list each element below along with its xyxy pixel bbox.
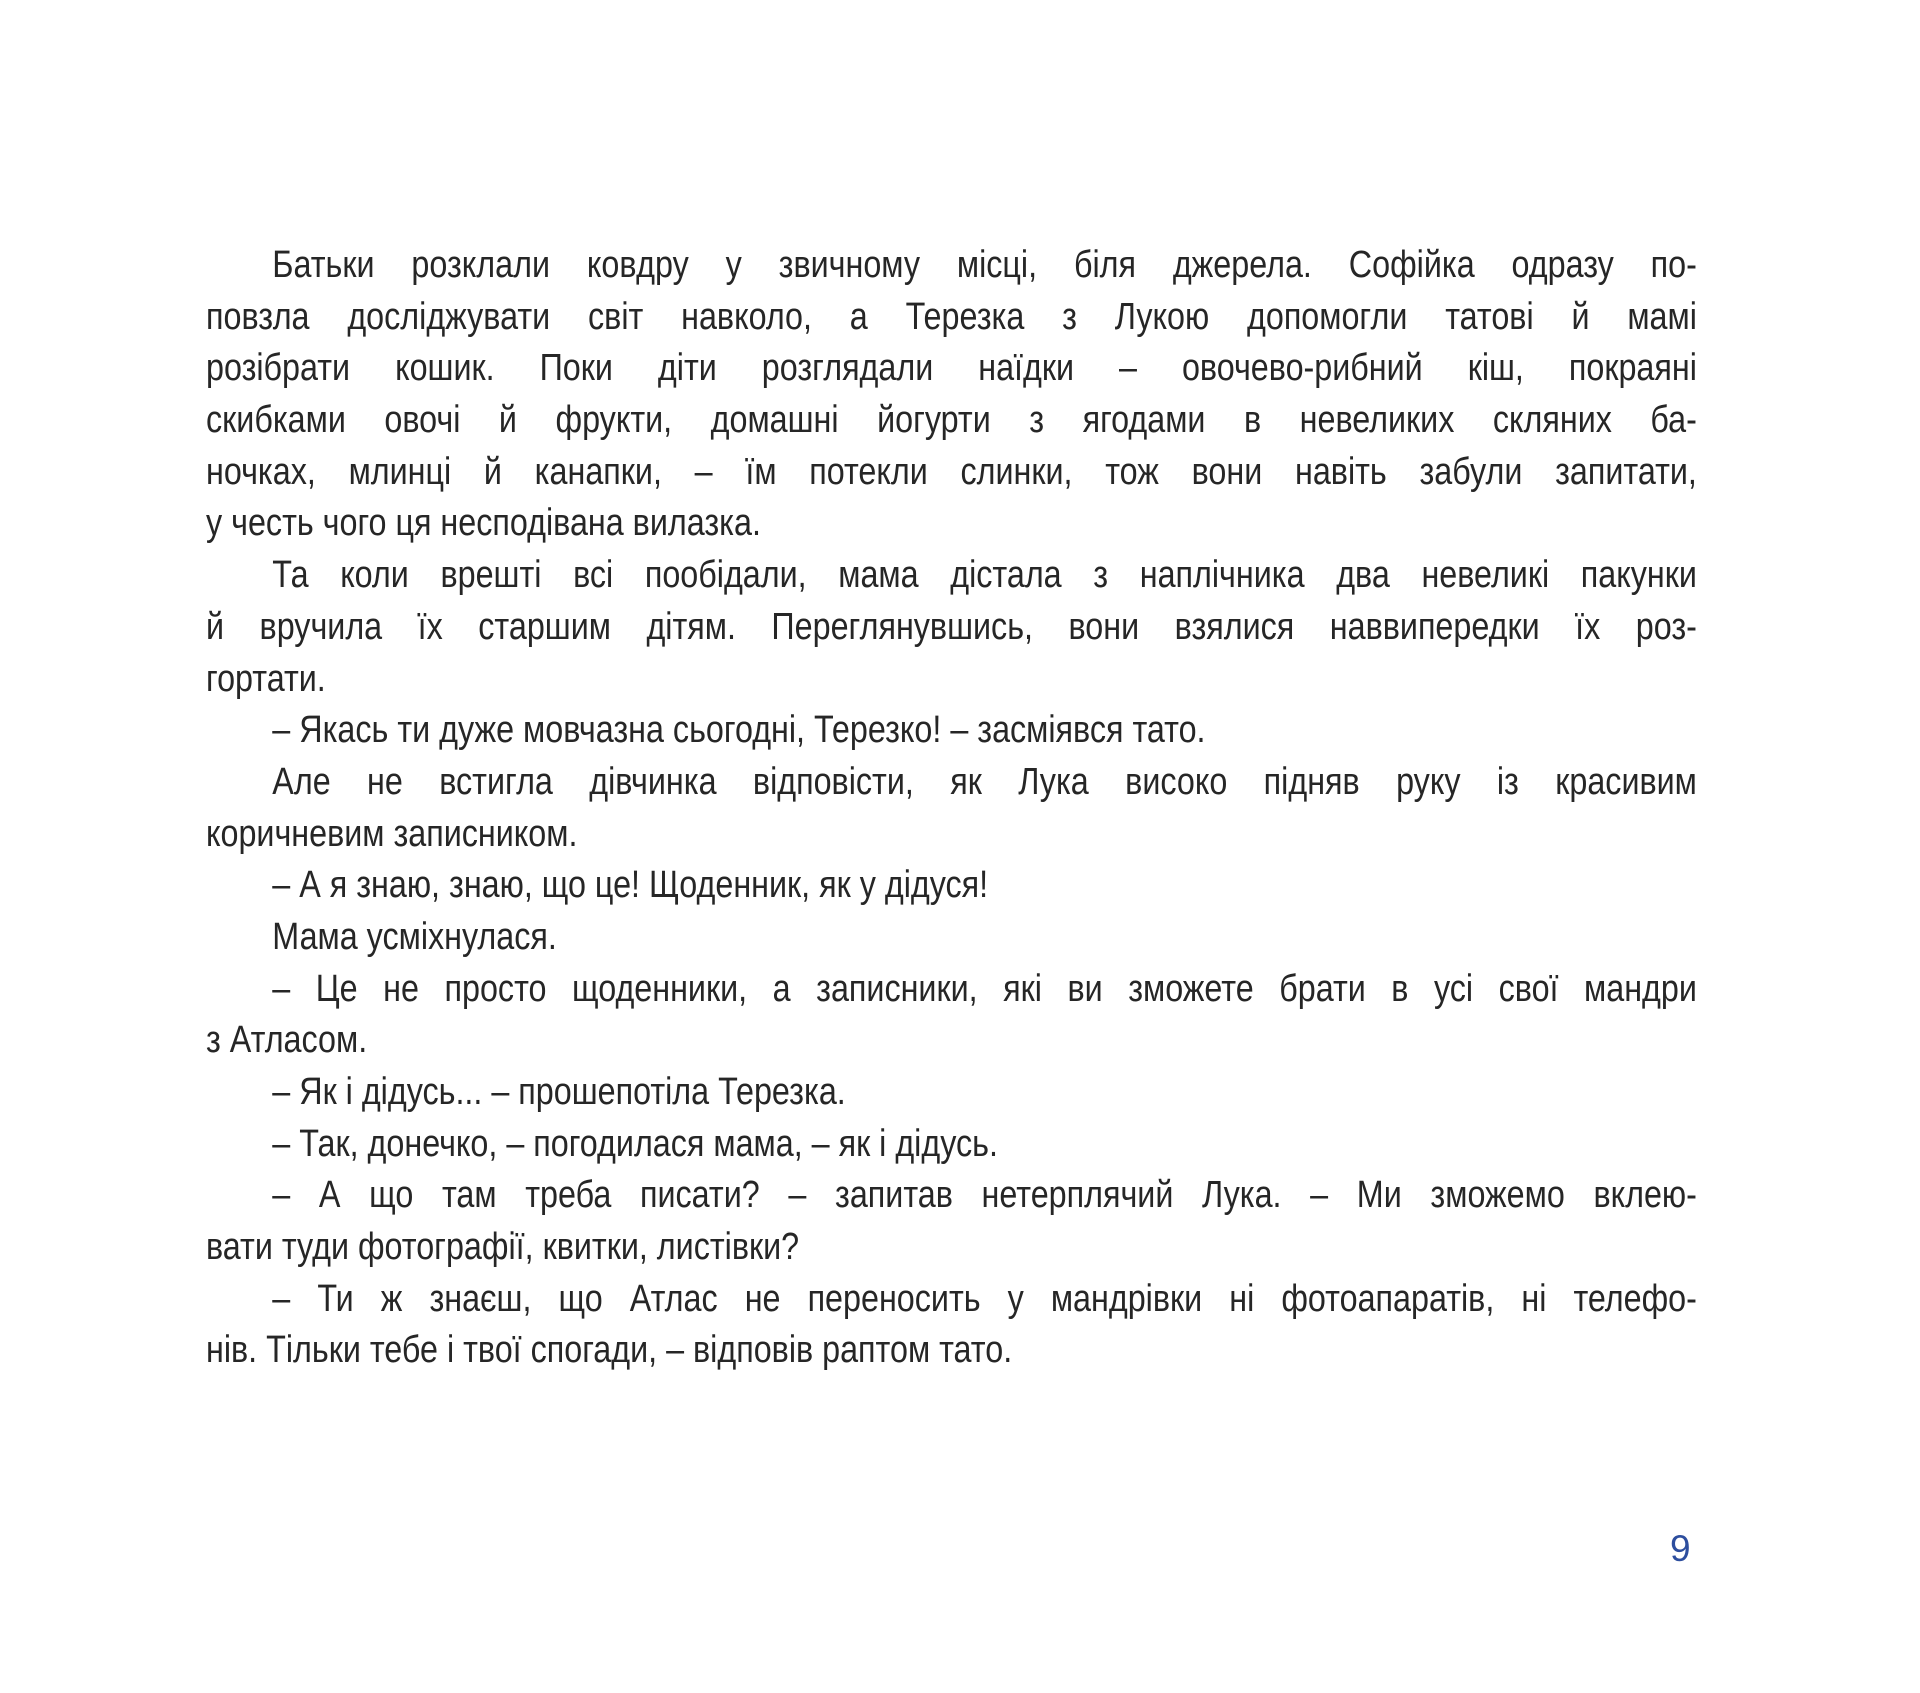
text-line: – А я знаю, знаю, що це! Щоденник, як у дідуся! [272, 864, 989, 907]
text-line: нів. Тільки тебе і твої спогади, – відповів раптом тато. [206, 1329, 1013, 1372]
text-line: вати туди фотографії, квитки, листівки? [206, 1226, 800, 1269]
text-line: Батьки розклали ковдру у звичному місці, біля джерела. Софійка одразу по- [272, 244, 1697, 286]
text-line: Мама усміхнулася. [272, 915, 557, 958]
text-line: – А що там треба писати? – запитав нетерплячий Лука. – Ми зможемо вклею- [272, 1174, 1697, 1217]
text-line: – Як і дідусь... – прошепотіла Терезка. [272, 1071, 846, 1113]
text-line: з Атласом. [206, 1019, 368, 1062]
text-line: повзла досліджувати світ навколо, а Терезка з Лукою допомогли татові й мамі [206, 295, 1697, 338]
text-line: – Ти ж знаєш, що Атлас не переносить у мандрівки ні фотоапаратів, ні телефо- [272, 1277, 1697, 1320]
page-number: 9 [1670, 1528, 1691, 1569]
text-line: Але не встигла дівчинка відповісти, як Лука високо підняв руку із красивим [272, 760, 1697, 803]
text-line: у честь чого ця несподівана вилазка. [206, 502, 761, 545]
text-line: й вручила їх старшим дітям. Переглянувшись, вони взялися наввипередки їх роз- [206, 605, 1697, 648]
text-line: коричневим записником. [206, 812, 578, 855]
text-line: – Так, донечко, – погодилася мама, – як і дідусь. [272, 1122, 998, 1165]
text-line: ночках, млинці й канапки, – їм потекли слинки, тож вони навіть забули запитати, [206, 450, 1697, 493]
text-line: гортати. [206, 657, 326, 700]
text-line: розібрати кошик. Поки діти розглядали наїдки – овочево-рибний кіш, покраяні [206, 347, 1697, 390]
text-line: – Це не просто щоденники, а записники, які ви зможете брати в усі свої мандри [272, 967, 1697, 1010]
text-line: скибками овочі й фрукти, домашні йогурти з ягодами в невеликих скляних ба- [206, 399, 1697, 442]
text-line: – Якась ти дуже мовчазна сьогодні, Терезко! – засміявся тато. [272, 709, 1206, 752]
body-text [206, 240, 1697, 1377]
text-line: Та коли врешті всі пообідали, мама дістала з наплічника два невеликі пакунки [272, 554, 1697, 597]
